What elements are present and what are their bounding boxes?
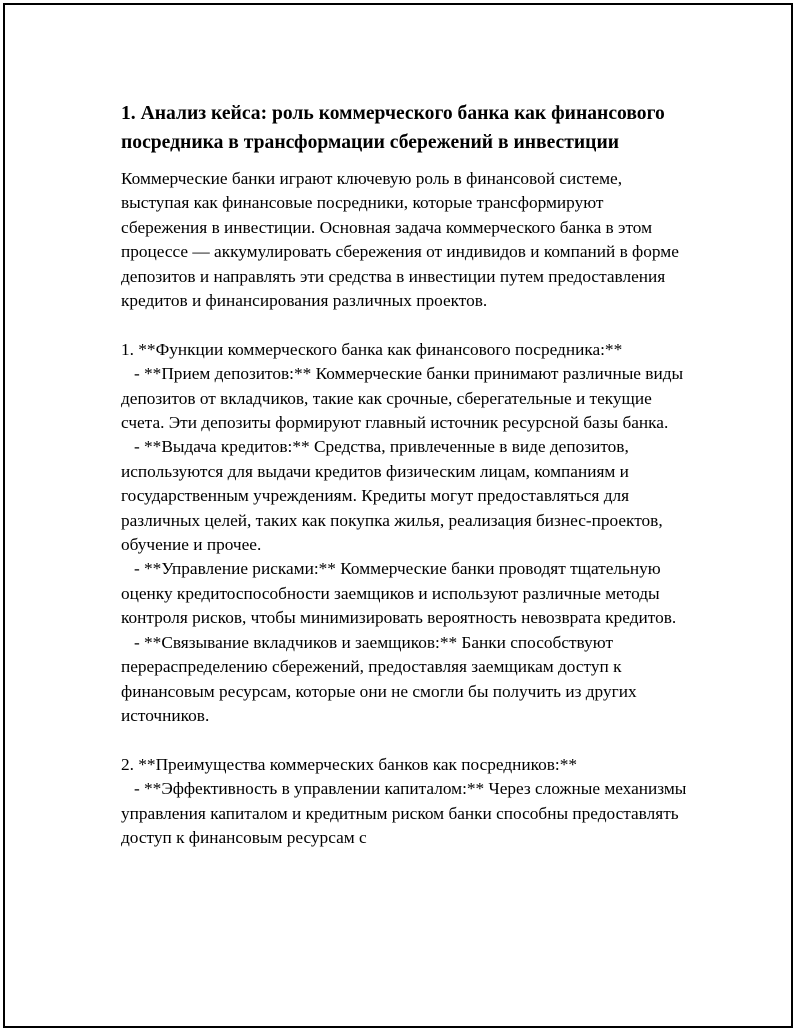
section-1-heading: 1. **Функции коммерческого банка как финансового посредника:** (121, 339, 623, 359)
section-2 (121, 753, 691, 851)
document-page (3, 3, 793, 1028)
intro-paragraph: Коммерческие банки играют ключевую роль в финансовой системе, выступая как финансовые посредники, которые трансформируют сбережения в инвестиции. Основная задача коммерческого банка в этом процессе — аккумулировать сбережения от индивидов и компаний в форме депозитов и направлять эти средства в инвестиции путем предоставления кредитов и финансирования различных проектов. (121, 169, 679, 311)
section-2-heading: 2. **Преимущества коммерческих банков как посредников:** (121, 754, 578, 774)
document-title: 1. Анализ кейса: роль коммерческого банка как финансового посредника в трансформации сбережений в инвестиции (121, 103, 665, 153)
section-1-item-linking: - **Связывание вкладчиков и заемщиков:** Банки способствуют перераспределению сбережений, предоставляя заемщикам доступ к финансовым ресурсам, которые они не смогли бы получить из других источников. (121, 632, 637, 725)
section-1 (121, 338, 691, 729)
section-2-item-efficiency: - **Эффективность в управлении капиталом:** Через сложные механизмы управления капиталом и кредитным риском банки способны предоставлять доступ к финансовым ресурсам с (121, 779, 687, 847)
section-1-item-risk: - **Управление рисками:** Коммерческие банки проводят тщательную оценку кредитоспособности заемщиков и используют различные методы контроля рисков, чтобы минимизировать вероятность невозврата кредитов. (121, 559, 677, 628)
section-1-item-loans: - **Выдача кредитов:** Средства, привлеченные в виде депозитов, используются для выдачи кредитов физическим лицам, компаниям и государственным учреждениям. Кредиты могут предоставляться для различных целей, таких как покупка жилья, реализация бизнес-проектов, обучение и прочее. (121, 437, 663, 555)
section-1-item-deposits: - **Прием депозитов:** Коммерческие банки принимают различные виды депозитов от вкладчиков, такие как срочные, сберегательные и текущие счета. Эти депозиты формируют главный источник ресурсной базы банка. (121, 364, 684, 433)
document-content (121, 99, 691, 850)
